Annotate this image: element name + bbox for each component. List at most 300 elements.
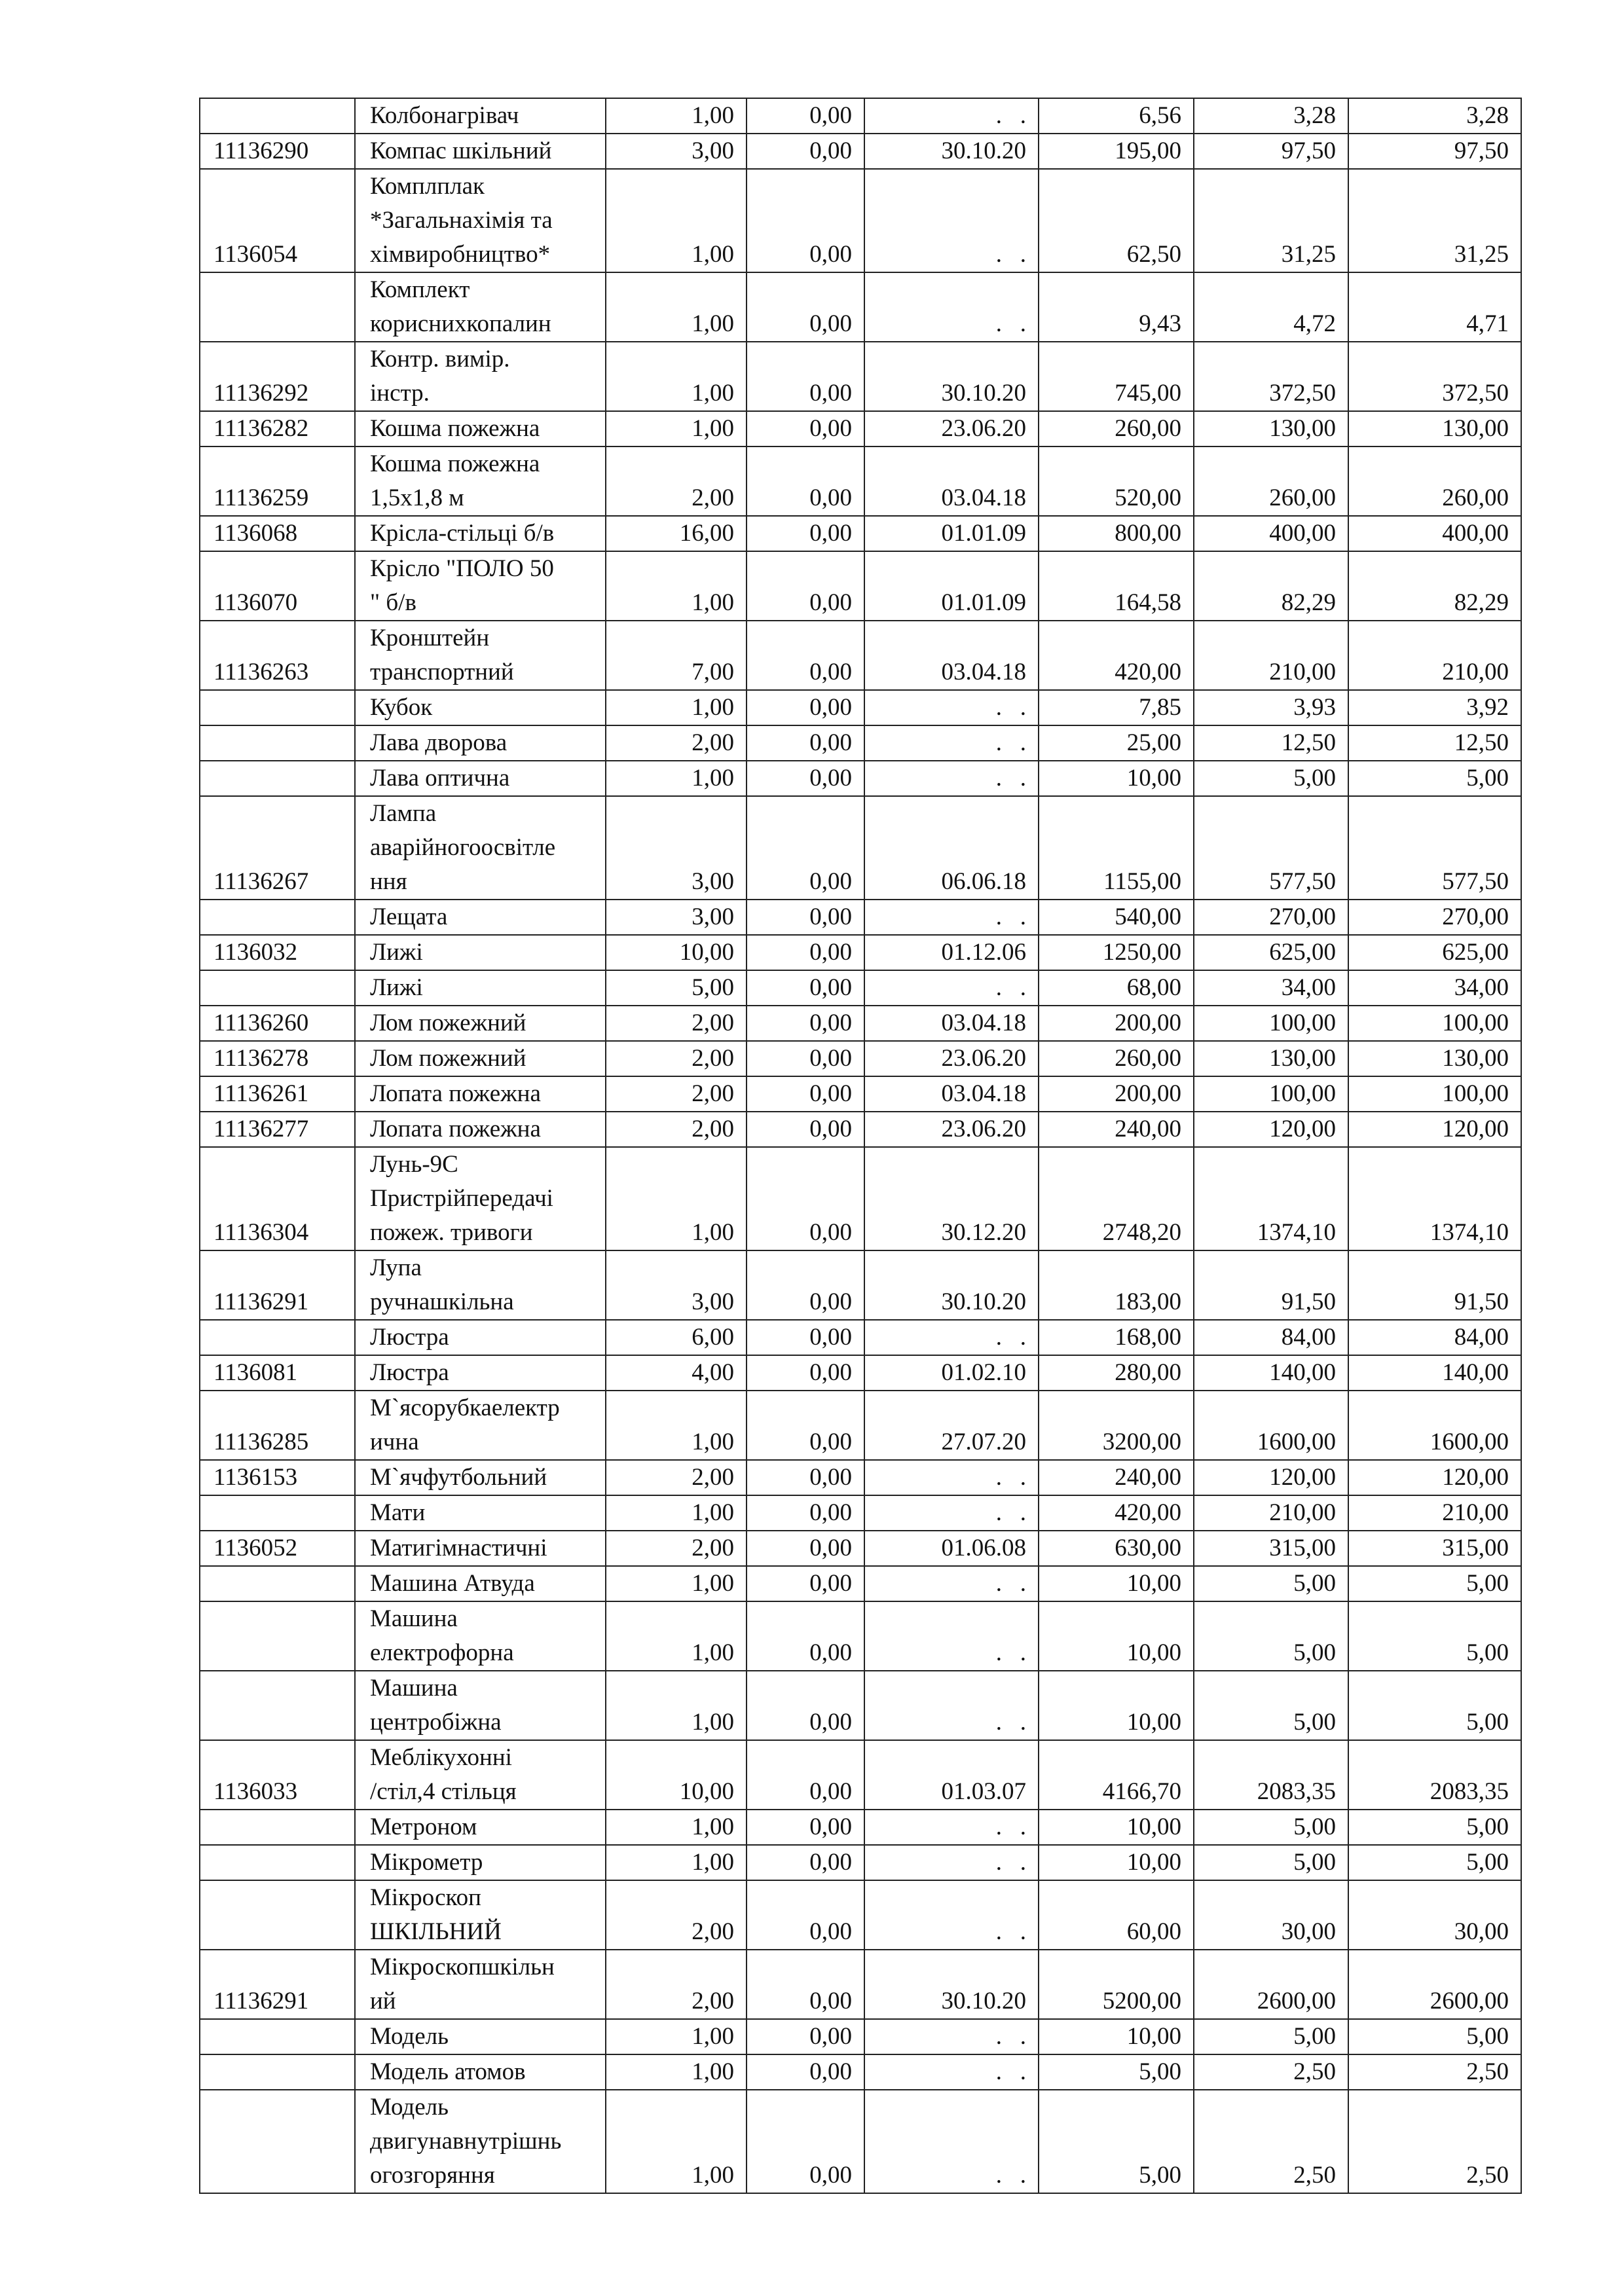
residual-value-cell: 2600,00: [1348, 1950, 1521, 2019]
table-row: [200, 1460, 1521, 1495]
inventory-code-cell: [200, 725, 355, 761]
item-name-cell: Лещата: [355, 900, 606, 935]
depreciation-cell: 140,00: [1194, 1355, 1348, 1391]
quantity-cell: 1,00: [606, 1147, 747, 1250]
zero-value-cell: 0,00: [747, 1006, 864, 1041]
date-cell: . .: [864, 1671, 1039, 1740]
zero-value-cell: 0,00: [747, 2090, 864, 2193]
cost-cell: 240,00: [1039, 1112, 1194, 1147]
item-name-cell: Лампа аварійногоосвітле ння: [355, 796, 606, 900]
zero-value-cell: 0,00: [747, 1495, 864, 1531]
cost-cell: 420,00: [1039, 621, 1194, 690]
residual-value-cell: 3,92: [1348, 690, 1521, 725]
item-name-cell: Меблікухонні /стіл,4 стільця: [355, 1740, 606, 1810]
inventory-code-cell: [200, 1601, 355, 1671]
residual-value-cell: 2083,35: [1348, 1740, 1521, 1810]
date-cell: . .: [864, 1845, 1039, 1880]
depreciation-cell: 2,50: [1194, 2090, 1348, 2193]
inventory-code-cell: [200, 761, 355, 796]
quantity-cell: 3,00: [606, 134, 747, 169]
residual-value-cell: 315,00: [1348, 1531, 1521, 1566]
inventory-code-cell: 11136267: [200, 796, 355, 900]
quantity-cell: 10,00: [606, 935, 747, 970]
quantity-cell: 3,00: [606, 900, 747, 935]
quantity-cell: 1,00: [606, 1566, 747, 1601]
item-name-cell: Машина Атвуда: [355, 1566, 606, 1601]
zero-value-cell: 0,00: [747, 551, 864, 621]
item-name-cell: Машина центробіжна: [355, 1671, 606, 1740]
table-row: [200, 1671, 1521, 1740]
item-name-cell: Компас шкільний: [355, 134, 606, 169]
cost-cell: 10,00: [1039, 1601, 1194, 1671]
inventory-code-cell: 11136292: [200, 342, 355, 411]
cost-cell: 6,56: [1039, 98, 1194, 134]
item-name-cell: М`ясорубкаелектр ична: [355, 1391, 606, 1460]
quantity-cell: 3,00: [606, 1250, 747, 1320]
table-row: [200, 970, 1521, 1006]
cost-cell: 10,00: [1039, 1845, 1194, 1880]
quantity-cell: 10,00: [606, 1740, 747, 1810]
item-name-cell: Лава оптична: [355, 761, 606, 796]
date-cell: 06.06.18: [864, 796, 1039, 900]
residual-value-cell: 5,00: [1348, 1845, 1521, 1880]
table-row: [200, 1531, 1521, 1566]
cost-cell: 280,00: [1039, 1355, 1194, 1391]
inventory-code-cell: [200, 272, 355, 342]
item-name-cell: Крісло "ПОЛО 50 " б/в: [355, 551, 606, 621]
item-name-cell: Матигімнастичні: [355, 1531, 606, 1566]
inventory-code-cell: [200, 690, 355, 725]
residual-value-cell: 5,00: [1348, 761, 1521, 796]
item-name-cell: Метроном: [355, 1810, 606, 1845]
table-row: [200, 1566, 1521, 1601]
zero-value-cell: 0,00: [747, 1250, 864, 1320]
depreciation-cell: 372,50: [1194, 342, 1348, 411]
table-row: [200, 272, 1521, 342]
date-cell: . .: [864, 725, 1039, 761]
zero-value-cell: 0,00: [747, 1531, 864, 1566]
zero-value-cell: 0,00: [747, 169, 864, 272]
depreciation-cell: 1374,10: [1194, 1147, 1348, 1250]
inventory-code-cell: [200, 98, 355, 134]
cost-cell: 5200,00: [1039, 1950, 1194, 2019]
depreciation-cell: 5,00: [1194, 1845, 1348, 1880]
residual-value-cell: 100,00: [1348, 1006, 1521, 1041]
depreciation-cell: 260,00: [1194, 446, 1348, 516]
zero-value-cell: 0,00: [747, 1355, 864, 1391]
table-row: [200, 796, 1521, 900]
date-cell: 23.06.20: [864, 1041, 1039, 1076]
zero-value-cell: 0,00: [747, 1320, 864, 1355]
date-cell: 01.12.06: [864, 935, 1039, 970]
cost-cell: 2748,20: [1039, 1147, 1194, 1250]
depreciation-cell: 5,00: [1194, 1810, 1348, 1845]
depreciation-cell: 12,50: [1194, 725, 1348, 761]
inventory-table: [199, 98, 1522, 2194]
item-name-cell: Колбонагрівач: [355, 98, 606, 134]
date-cell: . .: [864, 272, 1039, 342]
date-cell: 03.04.18: [864, 1006, 1039, 1041]
zero-value-cell: 0,00: [747, 272, 864, 342]
quantity-cell: 1,00: [606, 2090, 747, 2193]
quantity-cell: 7,00: [606, 621, 747, 690]
inventory-code-cell: 1136081: [200, 1355, 355, 1391]
item-name-cell: Контр. вимір. інстр.: [355, 342, 606, 411]
depreciation-cell: 120,00: [1194, 1112, 1348, 1147]
residual-value-cell: 82,29: [1348, 551, 1521, 621]
cost-cell: 10,00: [1039, 1566, 1194, 1601]
cost-cell: 1250,00: [1039, 935, 1194, 970]
zero-value-cell: 0,00: [747, 935, 864, 970]
inventory-code-cell: [200, 1845, 355, 1880]
depreciation-cell: 100,00: [1194, 1006, 1348, 1041]
cost-cell: 195,00: [1039, 134, 1194, 169]
zero-value-cell: 0,00: [747, 1950, 864, 2019]
zero-value-cell: 0,00: [747, 411, 864, 446]
residual-value-cell: 270,00: [1348, 900, 1521, 935]
zero-value-cell: 0,00: [747, 796, 864, 900]
item-name-cell: Кубок: [355, 690, 606, 725]
date-cell: 03.04.18: [864, 446, 1039, 516]
depreciation-cell: 270,00: [1194, 900, 1348, 935]
zero-value-cell: 0,00: [747, 1112, 864, 1147]
item-name-cell: Кошма пожежна 1,5х1,8 м: [355, 446, 606, 516]
residual-value-cell: 5,00: [1348, 1566, 1521, 1601]
residual-value-cell: 2,50: [1348, 2090, 1521, 2193]
depreciation-cell: 120,00: [1194, 1460, 1348, 1495]
item-name-cell: М`ячфутбольний: [355, 1460, 606, 1495]
cost-cell: 520,00: [1039, 446, 1194, 516]
date-cell: . .: [864, 2054, 1039, 2090]
date-cell: . .: [864, 1320, 1039, 1355]
depreciation-cell: 210,00: [1194, 1495, 1348, 1531]
zero-value-cell: 0,00: [747, 2054, 864, 2090]
cost-cell: 240,00: [1039, 1460, 1194, 1495]
zero-value-cell: 0,00: [747, 725, 864, 761]
inventory-code-cell: [200, 1810, 355, 1845]
date-cell: 01.01.09: [864, 551, 1039, 621]
inventory-code-cell: 11136263: [200, 621, 355, 690]
cost-cell: 25,00: [1039, 725, 1194, 761]
date-cell: 01.01.09: [864, 516, 1039, 551]
quantity-cell: 1,00: [606, 98, 747, 134]
zero-value-cell: 0,00: [747, 761, 864, 796]
table-row: [200, 1112, 1521, 1147]
zero-value-cell: 0,00: [747, 1845, 864, 1880]
inventory-code-cell: [200, 2054, 355, 2090]
zero-value-cell: 0,00: [747, 516, 864, 551]
residual-value-cell: 5,00: [1348, 1810, 1521, 1845]
inventory-code-cell: [200, 1880, 355, 1950]
inventory-code-cell: [200, 1320, 355, 1355]
zero-value-cell: 0,00: [747, 1740, 864, 1810]
zero-value-cell: 0,00: [747, 1880, 864, 1950]
item-name-cell: Мікроскоп ШКІЛЬНИЙ: [355, 1880, 606, 1950]
date-cell: 23.06.20: [864, 411, 1039, 446]
depreciation-cell: 91,50: [1194, 1250, 1348, 1320]
depreciation-cell: 130,00: [1194, 1041, 1348, 1076]
cost-cell: 10,00: [1039, 2019, 1194, 2054]
zero-value-cell: 0,00: [747, 900, 864, 935]
quantity-cell: 1,00: [606, 1495, 747, 1531]
cost-cell: 10,00: [1039, 1671, 1194, 1740]
zero-value-cell: 0,00: [747, 134, 864, 169]
residual-value-cell: 120,00: [1348, 1460, 1521, 1495]
date-cell: 27.07.20: [864, 1391, 1039, 1460]
residual-value-cell: 400,00: [1348, 516, 1521, 551]
quantity-cell: 1,00: [606, 2054, 747, 2090]
depreciation-cell: 34,00: [1194, 970, 1348, 1006]
table-row: [200, 1006, 1521, 1041]
residual-value-cell: 4,71: [1348, 272, 1521, 342]
date-cell: . .: [864, 970, 1039, 1006]
depreciation-cell: 100,00: [1194, 1076, 1348, 1112]
zero-value-cell: 0,00: [747, 1391, 864, 1460]
table-row: [200, 1147, 1521, 1250]
table-row: [200, 761, 1521, 796]
item-name-cell: Мати: [355, 1495, 606, 1531]
cost-cell: 260,00: [1039, 1041, 1194, 1076]
cost-cell: 60,00: [1039, 1880, 1194, 1950]
item-name-cell: Модель: [355, 2019, 606, 2054]
zero-value-cell: 0,00: [747, 1566, 864, 1601]
item-name-cell: Комплект кориснихкопалин: [355, 272, 606, 342]
cost-cell: 10,00: [1039, 761, 1194, 796]
item-name-cell: Лава дворова: [355, 725, 606, 761]
inventory-code-cell: 11136282: [200, 411, 355, 446]
table-row: [200, 1250, 1521, 1320]
residual-value-cell: 12,50: [1348, 725, 1521, 761]
quantity-cell: 1,00: [606, 551, 747, 621]
depreciation-cell: 97,50: [1194, 134, 1348, 169]
residual-value-cell: 3,28: [1348, 98, 1521, 134]
item-name-cell: Лопата пожежна: [355, 1076, 606, 1112]
inventory-code-cell: [200, 900, 355, 935]
zero-value-cell: 0,00: [747, 1041, 864, 1076]
item-name-cell: Мікрометр: [355, 1845, 606, 1880]
residual-value-cell: 625,00: [1348, 935, 1521, 970]
quantity-cell: 16,00: [606, 516, 747, 551]
cost-cell: 800,00: [1039, 516, 1194, 551]
item-name-cell: Лопата пожежна: [355, 1112, 606, 1147]
depreciation-cell: 30,00: [1194, 1880, 1348, 1950]
residual-value-cell: 5,00: [1348, 1601, 1521, 1671]
quantity-cell: 1,00: [606, 1845, 747, 1880]
date-cell: 01.02.10: [864, 1355, 1039, 1391]
residual-value-cell: 31,25: [1348, 169, 1521, 272]
inventory-code-cell: 11136285: [200, 1391, 355, 1460]
depreciation-cell: 210,00: [1194, 621, 1348, 690]
date-cell: 01.06.08: [864, 1531, 1039, 1566]
table-row: [200, 2019, 1521, 2054]
quantity-cell: 1,00: [606, 1810, 747, 1845]
depreciation-cell: 315,00: [1194, 1531, 1348, 1566]
quantity-cell: 1,00: [606, 342, 747, 411]
zero-value-cell: 0,00: [747, 1671, 864, 1740]
zero-value-cell: 0,00: [747, 621, 864, 690]
table-row: [200, 411, 1521, 446]
zero-value-cell: 0,00: [747, 690, 864, 725]
cost-cell: 200,00: [1039, 1006, 1194, 1041]
date-cell: . .: [864, 1601, 1039, 1671]
quantity-cell: 1,00: [606, 272, 747, 342]
residual-value-cell: 120,00: [1348, 1112, 1521, 1147]
depreciation-cell: 625,00: [1194, 935, 1348, 970]
item-name-cell: Лижі: [355, 935, 606, 970]
date-cell: 01.03.07: [864, 1740, 1039, 1810]
table-row: [200, 551, 1521, 621]
cost-cell: 200,00: [1039, 1076, 1194, 1112]
date-cell: . .: [864, 1460, 1039, 1495]
zero-value-cell: 0,00: [747, 342, 864, 411]
residual-value-cell: 260,00: [1348, 446, 1521, 516]
date-cell: 30.10.20: [864, 1950, 1039, 2019]
zero-value-cell: 0,00: [747, 98, 864, 134]
quantity-cell: 1,00: [606, 1601, 747, 1671]
date-cell: 23.06.20: [864, 1112, 1039, 1147]
depreciation-cell: 577,50: [1194, 796, 1348, 900]
cost-cell: 260,00: [1039, 411, 1194, 446]
residual-value-cell: 140,00: [1348, 1355, 1521, 1391]
cost-cell: 4166,70: [1039, 1740, 1194, 1810]
item-name-cell: Люстра: [355, 1320, 606, 1355]
table-row: [200, 690, 1521, 725]
inventory-code-cell: 1136054: [200, 169, 355, 272]
item-name-cell: Лижі: [355, 970, 606, 1006]
depreciation-cell: 5,00: [1194, 761, 1348, 796]
inventory-table-body: [200, 98, 1521, 2193]
item-name-cell: Кошма пожежна: [355, 411, 606, 446]
depreciation-cell: 400,00: [1194, 516, 1348, 551]
date-cell: . .: [864, 1880, 1039, 1950]
table-row: [200, 1601, 1521, 1671]
quantity-cell: 1,00: [606, 761, 747, 796]
item-name-cell: Комплплак *Загальнахімія та хімвиробництво*: [355, 169, 606, 272]
depreciation-cell: 5,00: [1194, 1671, 1348, 1740]
quantity-cell: 1,00: [606, 690, 747, 725]
table-row: [200, 1391, 1521, 1460]
table-row: [200, 98, 1521, 134]
depreciation-cell: 130,00: [1194, 411, 1348, 446]
depreciation-cell: 2083,35: [1194, 1740, 1348, 1810]
zero-value-cell: 0,00: [747, 1147, 864, 1250]
quantity-cell: 2,00: [606, 1041, 747, 1076]
quantity-cell: 4,00: [606, 1355, 747, 1391]
zero-value-cell: 0,00: [747, 1810, 864, 1845]
inventory-code-cell: 11136277: [200, 1112, 355, 1147]
inventory-code-cell: 11136261: [200, 1076, 355, 1112]
residual-value-cell: 5,00: [1348, 1671, 1521, 1740]
table-row: [200, 1076, 1521, 1112]
table-row: [200, 725, 1521, 761]
residual-value-cell: 30,00: [1348, 1880, 1521, 1950]
depreciation-cell: 5,00: [1194, 2019, 1348, 2054]
item-name-cell: Мікроскопшкільн ий: [355, 1950, 606, 2019]
zero-value-cell: 0,00: [747, 970, 864, 1006]
inventory-code-cell: 11136260: [200, 1006, 355, 1041]
cost-cell: 745,00: [1039, 342, 1194, 411]
inventory-code-cell: 11136290: [200, 134, 355, 169]
item-name-cell: Люстра: [355, 1355, 606, 1391]
depreciation-cell: 2600,00: [1194, 1950, 1348, 2019]
inventory-code-cell: 11136304: [200, 1147, 355, 1250]
table-row: [200, 1320, 1521, 1355]
table-row: [200, 1950, 1521, 2019]
quantity-cell: 2,00: [606, 1531, 747, 1566]
cost-cell: 9,43: [1039, 272, 1194, 342]
depreciation-cell: 3,93: [1194, 690, 1348, 725]
cost-cell: 5,00: [1039, 2090, 1194, 2193]
inventory-code-cell: [200, 1566, 355, 1601]
quantity-cell: 1,00: [606, 1391, 747, 1460]
quantity-cell: 2,00: [606, 725, 747, 761]
date-cell: . .: [864, 2019, 1039, 2054]
date-cell: 30.10.20: [864, 1250, 1039, 1320]
date-cell: . .: [864, 2090, 1039, 2193]
cost-cell: 630,00: [1039, 1531, 1194, 1566]
table-row: [200, 134, 1521, 169]
residual-value-cell: 130,00: [1348, 411, 1521, 446]
date-cell: . .: [864, 900, 1039, 935]
depreciation-cell: 3,28: [1194, 98, 1348, 134]
cost-cell: 10,00: [1039, 1810, 1194, 1845]
table-row: [200, 516, 1521, 551]
depreciation-cell: 2,50: [1194, 2054, 1348, 2090]
cost-cell: 540,00: [1039, 900, 1194, 935]
inventory-code-cell: [200, 2090, 355, 2193]
residual-value-cell: 84,00: [1348, 1320, 1521, 1355]
inventory-code-cell: 1136052: [200, 1531, 355, 1566]
residual-value-cell: 210,00: [1348, 621, 1521, 690]
date-cell: . .: [864, 1566, 1039, 1601]
residual-value-cell: 577,50: [1348, 796, 1521, 900]
inventory-code-cell: 11136259: [200, 446, 355, 516]
table-row: [200, 935, 1521, 970]
table-row: [200, 1495, 1521, 1531]
table-row: [200, 1740, 1521, 1810]
residual-value-cell: 210,00: [1348, 1495, 1521, 1531]
quantity-cell: 6,00: [606, 1320, 747, 1355]
date-cell: . .: [864, 1495, 1039, 1531]
table-row: [200, 1810, 1521, 1845]
item-name-cell: Крісла-стільці б/в: [355, 516, 606, 551]
residual-value-cell: 5,00: [1348, 2019, 1521, 2054]
inventory-code-cell: 1136070: [200, 551, 355, 621]
zero-value-cell: 0,00: [747, 1076, 864, 1112]
table-row: [200, 169, 1521, 272]
inventory-code-cell: 1136068: [200, 516, 355, 551]
date-cell: 03.04.18: [864, 621, 1039, 690]
residual-value-cell: 91,50: [1348, 1250, 1521, 1320]
depreciation-cell: 4,72: [1194, 272, 1348, 342]
cost-cell: 68,00: [1039, 970, 1194, 1006]
item-name-cell: Лом пожежний: [355, 1041, 606, 1076]
inventory-code-cell: 1136153: [200, 1460, 355, 1495]
quantity-cell: 2,00: [606, 1006, 747, 1041]
cost-cell: 7,85: [1039, 690, 1194, 725]
date-cell: . .: [864, 690, 1039, 725]
residual-value-cell: 1600,00: [1348, 1391, 1521, 1460]
inventory-code-cell: 11136278: [200, 1041, 355, 1076]
cost-cell: 420,00: [1039, 1495, 1194, 1531]
item-name-cell: Лупа ручнашкільна: [355, 1250, 606, 1320]
cost-cell: 164,58: [1039, 551, 1194, 621]
date-cell: 30.12.20: [864, 1147, 1039, 1250]
table-row: [200, 900, 1521, 935]
table-row: [200, 2054, 1521, 2090]
cost-cell: 62,50: [1039, 169, 1194, 272]
inventory-code-cell: 1136032: [200, 935, 355, 970]
